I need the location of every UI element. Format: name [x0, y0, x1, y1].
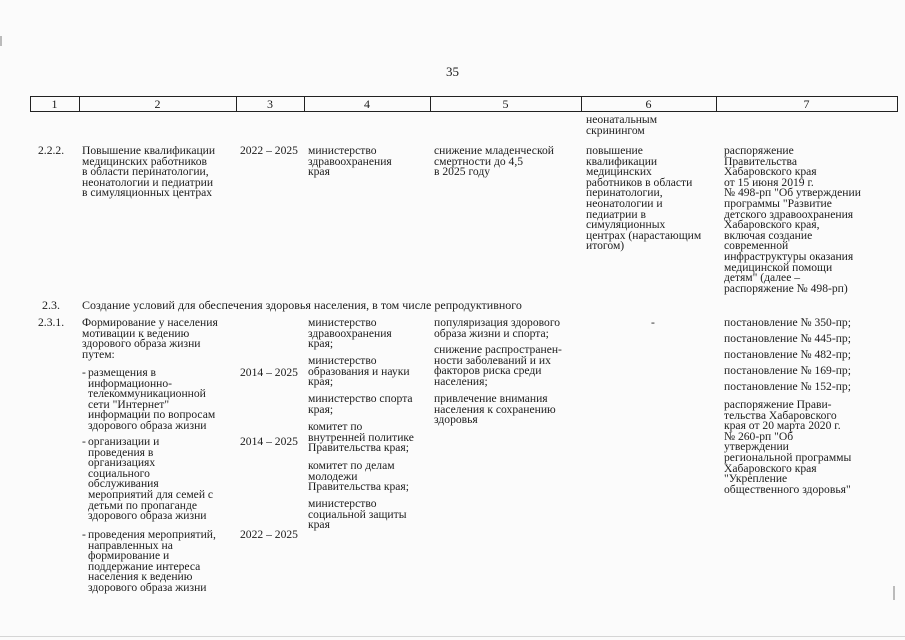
legal-document: постановление № 350-пр;: [724, 316, 851, 329]
indicator: -: [651, 316, 655, 329]
executor: министерство здравоохранения края: [308, 144, 392, 179]
legal-document: постановление № 169-пр;: [724, 364, 851, 377]
target: популяризация здорового образа жизни и спорта;: [434, 316, 561, 340]
period: 2022 – 2025: [240, 528, 298, 541]
legal-document: постановление № 152-пр;: [724, 380, 851, 393]
executor: министерство спорта края;: [308, 392, 413, 416]
scan-edge-line: [0, 636, 905, 637]
period: 2014 – 2025: [240, 435, 298, 448]
legal-document: постановление № 482-пр;: [724, 348, 851, 361]
executor: министерство образования и науки края;: [308, 354, 410, 389]
target: привлечение внимания населения к сохранению здоровья: [434, 392, 556, 427]
header-col-3: 3: [267, 97, 273, 111]
bullet-marker: -: [82, 366, 86, 379]
bullet-item: проведения мероприятий, направленных на формирование и поддержание интереса населения к ведению здорового образа жизни: [88, 528, 216, 594]
bullet-marker: -: [82, 528, 86, 541]
section-title: Создание условий для обеспечения здоровья населения, в том числе репродуктивного: [82, 298, 522, 312]
header-col-2: 2: [154, 97, 161, 111]
bullet-item: размещения в информационно- телекоммуникационной сети "Интернет" информации по вопросам здорового образа жизни: [88, 366, 216, 432]
section-number: 2.3.: [42, 298, 60, 312]
scan-edge-mark: [893, 586, 895, 600]
row-number: 2.3.1.: [38, 316, 65, 329]
target: снижение распространен- ности заболеваний и их факторов риска среди населения;: [434, 343, 562, 388]
target: снижение младенческой смертности до 4,5 в 2025 году: [434, 144, 554, 179]
legal-document: распоряжение Правительства Хабаровского края от 15 июня 2019 г. № 498-рп "Об утверждении программы "Развитие детского здравоохранения Хабаровского края, включая создание современной инфраструктуры оказания медицинской помощи детям" (далее – распоряжение № 498-рп): [724, 144, 861, 295]
row-number: 2.2.2.: [38, 144, 65, 157]
carry-over-text: неонатальным скринингом: [586, 113, 658, 137]
indicator: повышение квалификации медицинских работников в области перинатологии, неонатологии и педиатрии в симуляционных центрах (нарастающим итогом): [586, 144, 702, 253]
executor: комитет по внутренней политике Правительства края;: [308, 420, 414, 455]
period: 2022 – 2025: [240, 144, 298, 157]
scan-edge-mark: [0, 36, 2, 46]
period: 2014 – 2025: [240, 366, 298, 379]
executor: министерство здравоохранения края;: [308, 316, 392, 351]
bullet-item: организации и проведения в организациях социального обслуживания мероприятий для семей с детьми по пропаганде здорового образа жизни: [88, 435, 214, 523]
executor: министерство социальной защиты края: [308, 497, 407, 532]
bullet-marker: -: [82, 435, 86, 448]
header-col-1: 1: [51, 97, 58, 111]
legal-document: распоряжение Прави- тельства Хабаровского края от 20 марта 2020 г. № 260-рп "Об утверждении региональной программы Хабаровского края "Укрепление общественного здоровья": [724, 398, 852, 496]
executor: комитет по делам молодежи Правительства края;: [308, 459, 409, 494]
header-col-4: 4: [364, 97, 370, 111]
legal-document: постановление № 445-пр;: [724, 332, 851, 345]
table-header-row: [30, 96, 898, 112]
measure-title: Формирование у населения мотивации к ведению здорового образа жизни путем:: [82, 316, 218, 361]
header-col-5: 5: [502, 97, 509, 111]
page-number: 35: [446, 64, 459, 79]
measure-title: Повышение квалификации медицинских работников в области перинатологии, неонатологии и педиатрии в симуляционных центрах: [82, 144, 216, 200]
header-col-6: 6: [645, 97, 652, 111]
header-col-7: 7: [803, 97, 810, 111]
